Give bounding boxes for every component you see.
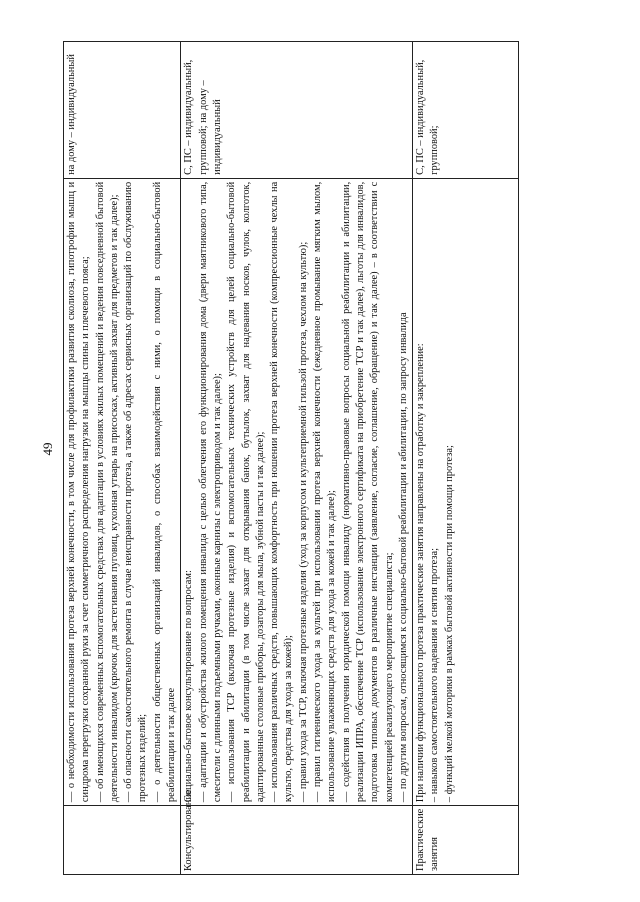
table-row [181,42,413,875]
rehabilitation-table [63,41,519,875]
content-paragraph: — использования ТСР (включая протезные изделия) и вспомогательных технических устройств для целей социально-бытовой реабилитации и абилитации (в том числе захват для открывания банок, бутылок, захват для надевания носков, чулок, колготок, адаптированные столовые приборы, дозаторы для мыла, зубной пасты и так далее); [226,181,266,803]
page-number: 49 [40,442,55,456]
content-paragraph: Социально-бытовое консультирование по вопросам: [183,570,195,803]
content-paragraph: — о необходимости использования протеза верхней конечности, в том числе для профилактики развития сколиоза, гипотрофии мышц и синдрома перегрузки сохранной руки за счет симметричного распределения нагрузки на мышцы спины и плечевого пояса; [66,181,92,803]
page-content [63,41,599,875]
table-row [64,42,181,875]
content-paragraph: – навыков самостоятельного надевания и снятия протеза; [429,547,441,803]
rotated-table-wrapper [63,41,599,875]
content-paragraph: — о деятельности общественных организаций инвалидов, о способах взаимодействия с ними, о помощи в социально-бытовой реабилитации и так далее [151,181,178,803]
content-paragraph: — по другим вопросам, относящимся к социально-бытовой реабилитации и абилитации, по запросу инвалида [397,312,409,803]
category-cell: Консультирование [181,806,413,875]
content-cell [413,178,519,805]
content-paragraph: — использования различных средств, повышающих комфортность при ношении протеза верхней конечности (компрессионные чехлы на культю, средства для ухода за кожей); [269,181,295,803]
content-paragraph: — об имеющихся современных вспомогательных средствах для адаптации в условиях жилых помещений и ведения повседневной бытовой деятельности инвалидом (крючок для застегивания пуговиц, кухонная утварь на присосках, активный захват для предметов и так далее); [94,181,120,803]
content-paragraph: – функций мелкой моторики в рамках бытовой активности при помощи протеза; [443,445,455,803]
content-paragraph: — содействия в получении юридической помощи инвалиду (нормативно-правовые вопросы социальной реабилитации и абилитации, реализации ИПРА, обеспечение ТСР (использование электронного сертификата на приобретение ТСР и так далее), льготы для инвалидов, подготовка типовых документов в различные инстанции (заявление, согласие, соглашение, обращение) и так далее) – в соответствии с компетенцией реализующего мероприятие специалиста; [340,181,395,803]
category-cell [64,806,181,875]
content-paragraph: — адаптации и обустройства жилого помещения инвалида с целью облегчения его функционирования дома (двери маятникового типа, смесители с длинными подъемными ручками, оконные карнизы с электроприводом и так далее); [197,181,223,803]
content-cell [181,178,413,805]
content-cell [64,178,181,805]
form-cell: С, ПС – индивидуальный, групповой; на дому – индивидуальный [181,42,413,179]
row-continuation-space [457,182,517,802]
content-paragraph: — об опасности самостоятельного ремонта в случае неисправности протеза, а также об адресах сервисных организаций по обслуживанию протезных изделий; [123,181,149,803]
content-paragraph: — правил ухода за ТСР, включая протезные изделия (уход за корпусом и культеприемной гильзой протеза, чехлом на культю); [297,241,309,803]
category-cell: Практические занятия [413,806,519,875]
content-paragraph: При наличии функционального протеза практические занятия направлены на отработку и закрепление: [415,343,427,803]
content-paragraph: — правил гигиенического ухода за культей при использовании протеза верхней конечности (ежедневное промывание мягким мылом, использование увлажняющих средств для ухода за кожей и так далее); [312,181,338,803]
table-row [413,42,519,875]
form-cell: С, ПС – индивидуальный, групповой; [413,42,519,179]
form-cell: на дому – индивидуальный [64,42,181,179]
